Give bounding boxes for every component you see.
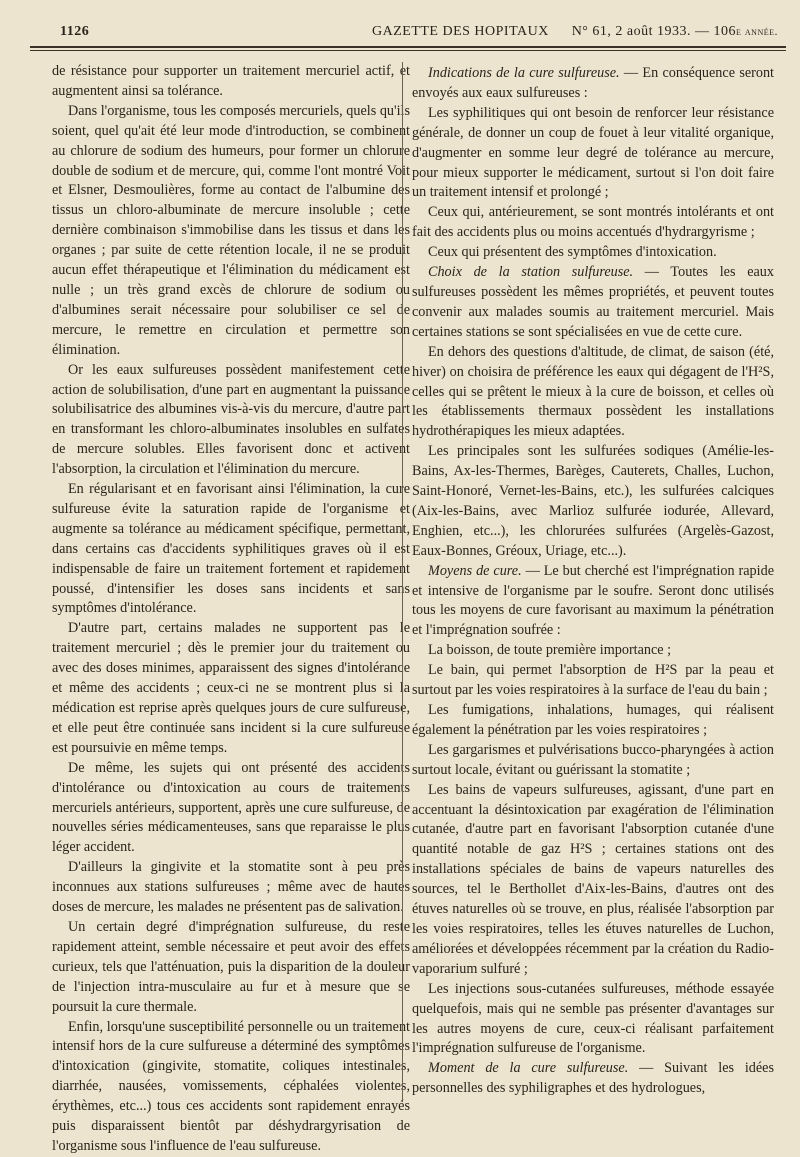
indications-text: — En conséquence seront envoyés aux eaux sulfureuses : — [412, 65, 774, 101]
choix-paragraph — [412, 263, 774, 343]
left-paragraph: Un certain degré d'imprégnation sulfureuse, du reste rapidement atteint, semble nécessaire et peut avoir des effets curieux, tels que l'atténuation, puis la disparition de la douleur de l'injection intra-musculaire au fur et à mesure que se poursuit la cure thermale. — [52, 918, 410, 1015]
right-paragraph: Les bains de vapeurs sulfureuses, agissant, d'une part en accentuant la désintoxication par exagération de l'élimination cutanée, d'autre part en favorisant l'absorption cutanée d'une quantité notable de gaz H²S ; certaines stations ont des installations spéciales de bains de vapeurs naturelles des sources, tel le Berthollet d'Aix-les-Bains, d'autres ont des étuves naturelles où se trouve, en plus, réalisée l'absorption par les voies respiratoires, telles les étuves naturelles de Luchon, améliorées et développées récemment par la création du Radio-vaporarium sulfuré ; — [412, 781, 774, 977]
right-paragraph: Ceux qui, antérieurement, se sont montrés intolérants et ont fait des accidents plus ou moins accentués d'hydrargyrisme ; — [412, 204, 774, 241]
issue-suffix: e année. — [736, 24, 778, 38]
moyens-text: — Le but cherché est l'imprégnation rapide et intensive de l'organisme par le soufre. Seront donc utilisés tous les moyens de cure favorisant au maximum la pénétration et l'imprégnation soufrée : — [412, 562, 774, 639]
indications-paragraph — [412, 64, 774, 104]
moyens-paragraph — [412, 562, 774, 642]
right-paragraph: Les syphilitiques qui ont besoin de renforcer leur résistance générale, de donner un coup de fouet à leur vitalité organique, d'augmenter en somme leur degré de tolérance au mercure, pour mieux supporter le médicament, surtout si l'on doit faire un traitement intensif et prolongé ; — [412, 104, 774, 201]
left-paragraph: Dans l'organisme, tous les composés mercuriels, quels qu'ils soient, quel qu'ait été leur mode d'introduction, se combinent au chlorure de sodium des humeurs, pour former un chlorure double de sodium et de mercure, qui, comme l'ont montré Voit et Elsner, Desmoulières, forme au contact de l'albumine des tissus un chloro-albuminate de mercure insoluble ; cette dernière combinaison s'immobilise dans les tissus et dans les organes ; par suite de cette rétention locale, il ne se produit aucun effet thérapeutique et l'élimination du médicament est nulle ; un très grand excès de chlorure de sodium ou d'albumines serait nécessaire pour solubiliser ce sel de mercure, le remettre en circulation et permettre son élimination. — [52, 102, 410, 358]
choix-text: — Toutes les eaux sulfureuses possèdent les mêmes propriétés, et peuvent toutes convenir aux malades soumis au traitement mercuriel. Mais certaines stations se sont spécialisées en vue de cette cure. — [412, 264, 774, 340]
header-rule-thin — [30, 50, 786, 51]
right-paragraph: La boisson, de toute première importance ; — [428, 642, 672, 659]
left-paragraph: Enfin, lorsqu'une susceptibilité personnelle ou un traitement intensif hors de la cure sulfureuse a déterminé des symptômes d'intoxication (gingivite, stomatite, coliques intestinales, diarrhée, nausées, vomissements, céphalées violentes, érythèmes, etc...) tous ces accidents sont rapidement enrayés puis disparaissent bientôt par déshydrargyrisation de l'organisme sous l'influence de l'eau sulfureuse. — [52, 1018, 410, 1154]
moment-text: — Suivant les idées personnelles des syphiligraphes et des hydrologues, — [412, 1060, 774, 1097]
page-header — [30, 22, 782, 44]
right-paragraph: Les gargarismes et pulvérisations bucco-pharyngées à action surtout locale, évitant ou guérissant la stomatite ; — [412, 741, 774, 778]
journal-title: GAZETTE DES HOPITAUX — [372, 24, 549, 39]
column-divider — [402, 62, 403, 1102]
choix-heading: Choix de la station sulfureuse. — [428, 264, 634, 281]
moment-heading: Moment de la cure sulfureuse. — [428, 1060, 629, 1077]
header-rule-thick — [30, 46, 786, 48]
right-paragraph: Les fumigations, inhalations, humages, qui réalisent également la pénétration par les voies respiratoires ; — [412, 702, 774, 738]
right-column — [412, 64, 774, 1099]
right-paragraph: Ceux qui présentent des symptômes d'intoxication. — [428, 244, 717, 261]
left-paragraph: De même, les sujets qui ont présenté des accidents d'intolérance ou d'intoxication au cours de traitements mercuriels antérieurs, supportent, après une cure sulfureuse, de nouvelles séries médicamenteuses, sans que reparaisse le plus léger accident. — [52, 759, 410, 856]
moment-paragraph — [412, 1059, 774, 1099]
left-paragraph: Or les eaux sulfureuses possèdent manifestement cette action de solubilisation, d'une part en augmentant la puissance solubilisatrice des albumines vis-à-vis du mercure, d'autre part en transformant les chloro-albuminates insolubles en sulfates de mercure solubles. Elles favorisent donc et activent l'absorption, la circulation et l'élimination du mercure. — [52, 361, 410, 478]
left-paragraph: de résistance pour supporter un traitement mercuriel actif, et augmentent ainsi sa tolérance. — [52, 63, 410, 99]
issue-info — [572, 24, 778, 40]
right-paragraph: Les injections sous-cutanées sulfureuses, méthode essayée quelquefois, mais qui ne semble pas présenter d'avantages sur les autres moyens de cure, ceux-ci réalisant parfaitement l'imprégnation sulfureuse de l'organisme. — [412, 980, 774, 1057]
issue-number-date: N° 61, 2 août 1933. — 106 — [571, 24, 736, 39]
left-paragraph: En régularisant et en favorisant ainsi l'élimination, la cure sulfureuse évite la saturation rapide de l'organisme et augmente sa tolérance au médicament spécifique, permettant, dans certains cas d'accidents syphilitiques graves où il est indispensable de faire un traitement fortement et rapidement poussé, d'intensifier les doses sans incidents et sans symptômes d'intolérance. — [52, 481, 410, 617]
right-paragraph: Les principales sont les sulfurées sodiques (Amélie-les-Bains, Ax-les-Thermes, Barèges, Cauterets, Challes, Luchon, Saint-Honoré, Vernet-les-Bains, etc.), les sulfurées calciques (Aix-les-Bains, avec Marlioz sulfurée iodurée, Allevard, Enghien, etc...), les chlorurées sulfurées (Argelès-Gazost, Eaux-Bonnes, Gréoux, Uriage, etc...). — [412, 443, 774, 559]
left-paragraph: D'ailleurs la gingivite et la stomatite sont à peu près inconnues aux stations sulfureuses ; même avec de hautes doses de mercure, les malades ne présentent pas de salivation. — [52, 859, 410, 916]
left-column — [52, 62, 410, 1157]
page-number: 1126 — [60, 24, 90, 39]
indications-heading: Indications de la cure sulfureuse. — [428, 65, 620, 81]
left-paragraph: D'autre part, certains malades ne supportent pas le traitement mercuriel ; dès le premier jour du traitement ou avec des doses minimes, apparaissent des signes d'intolérance et même des accidents ; ceux-ci ne se montrent plus si la médication est reprise après quelques jours de cure sulfureuse, et elle peut être continuée sans incident si la cure sulfureuse est poursuivie en même temps. — [52, 620, 410, 756]
right-paragraph: En dehors des questions d'altitude, de climat, de saison (été, hiver) on choisira de préférence les eaux qui dégagent de l'H²S, celles qui se prêtent le mieux à la cure de boisson, et celles où les établissements thermaux possèdent les installations hydrothérapiques les mieux adaptées. — [412, 343, 774, 440]
moyens-heading: Moyens de cure. — [428, 562, 522, 579]
right-paragraph: Le bain, qui permet l'absorption de H²S par la peau et surtout par les voies respiratoires à la surface de l'eau du bain ; — [412, 662, 774, 699]
